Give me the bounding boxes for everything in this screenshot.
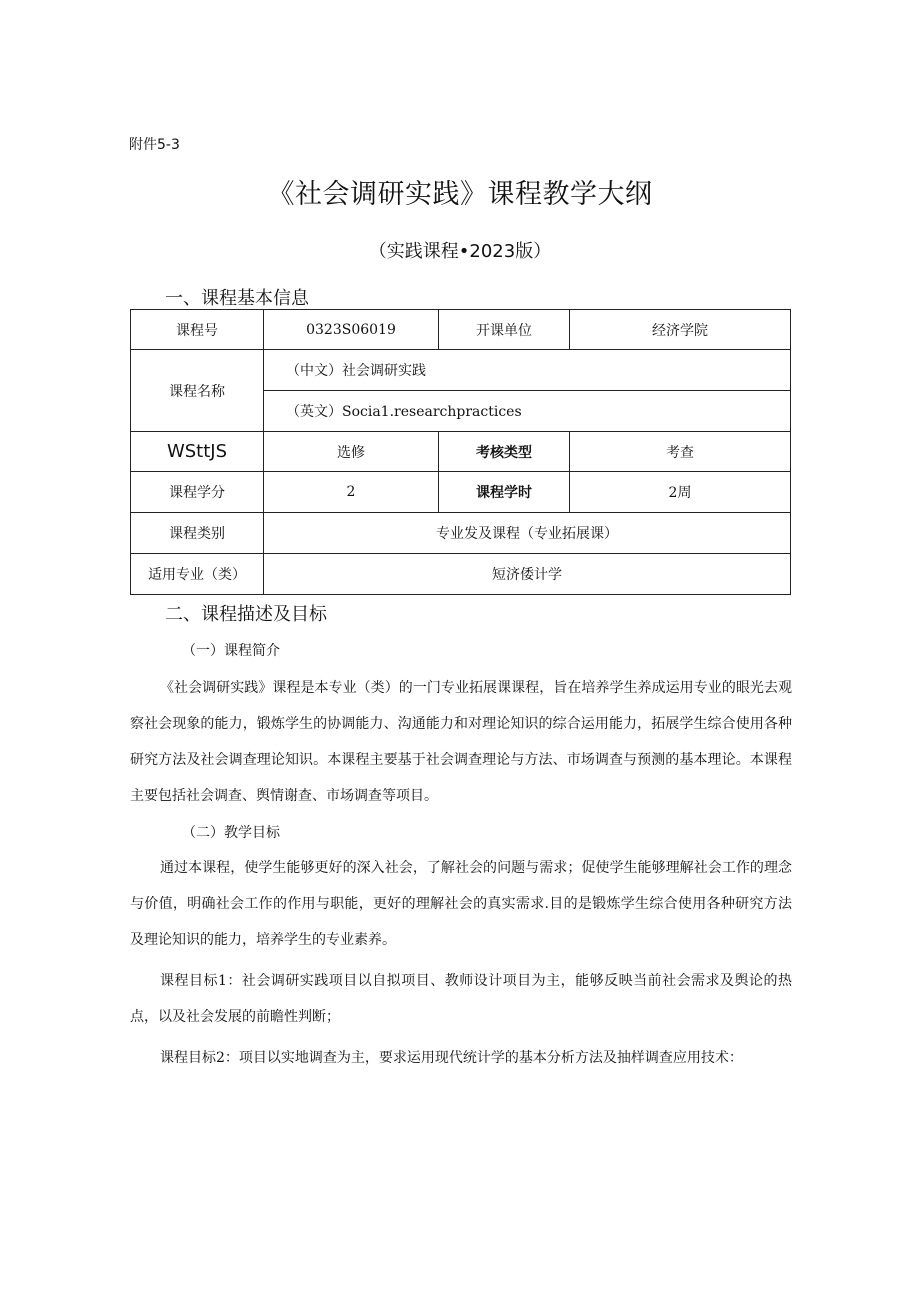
goal-heading: （二）教学目标 bbox=[182, 825, 280, 841]
goal-paragraph: 通过本课程，使学生能够更好的深入社会，了解社会的问题与需求；促使学生能够理解社会工作的理念与价值，明确社会工作的作用与职能，更好的理解社会的真实需求.目的是锻炼学生综合使用各种研究方法及理论知识的能力，培养学生的专业素养。 bbox=[130, 860, 792, 948]
hours-label: 课程学时 bbox=[439, 472, 570, 513]
document-subtitle: （实践课程•2023版） bbox=[368, 241, 552, 262]
course-name-en: （英文）Socia1.researchpractices bbox=[264, 391, 791, 432]
credits-value: 2 bbox=[264, 472, 439, 513]
assessment-type-label: 考核类型 bbox=[439, 432, 570, 472]
table-row bbox=[131, 554, 791, 595]
course-number-label: 课程号 bbox=[131, 310, 264, 350]
table-row bbox=[131, 310, 791, 350]
intro-heading: （一）课程简介 bbox=[182, 643, 280, 659]
course-name-cn: （中文）社会调研实践 bbox=[264, 350, 791, 391]
course-number-value: 0323S06019 bbox=[264, 310, 439, 350]
intro-paragraph: 《社会调研实践》课程是本专业（类）的一门专业拓展课课程，旨在培养学生养成运用专业的眼光去观察社会现象的能力，锻炼学生的协调能力、沟通能力和对理论知识的综合运用能力，拓展学生综合使用各种研究方法及社会调查理论知识。本课程主要基于社会调查理论与方法、市场调查与预测的基本理论。本课程主要包括社会调查、舆情谢查、市场调查等项目。 bbox=[130, 680, 792, 804]
applicable-major-value: 短济倭计学 bbox=[264, 554, 791, 595]
course-name-label: 课程名称 bbox=[131, 350, 264, 432]
attachment-label: 附件5-3 bbox=[129, 137, 180, 153]
goal-1-paragraph: 课程目标1：社会调研实践项目以自拟项目、教师设计项目为主，能够反映当前社会需求及舆论的热点，以及社会发展的前瞻性判断； bbox=[130, 973, 792, 1025]
assessment-type-value: 考查 bbox=[570, 432, 791, 472]
section-heading-basic-info: 一、课程基本信息 bbox=[165, 288, 309, 309]
applicable-major-label: 适用专业（类） bbox=[131, 554, 264, 595]
table-row bbox=[131, 472, 791, 513]
hours-value: 2周 bbox=[570, 472, 791, 513]
table-row bbox=[131, 513, 791, 554]
course-info-table bbox=[130, 309, 791, 595]
course-nature-label: WSttJS bbox=[131, 432, 264, 472]
offering-unit-value: 经济学院 bbox=[570, 310, 791, 350]
table-row bbox=[131, 432, 791, 472]
course-category-label: 课程类别 bbox=[131, 513, 264, 554]
goal-2-paragraph: 课程目标2：项目以实地调查为主，要求运用现代统计学的基本分析方法及抽样调查应用技术： bbox=[160, 1050, 743, 1066]
document-title: 《社会调研实践》课程教学大纲 bbox=[267, 179, 653, 210]
course-category-value: 专业发及课程（专业拓展课） bbox=[264, 513, 791, 554]
credits-label: 课程学分 bbox=[131, 472, 264, 513]
table-row bbox=[131, 350, 791, 391]
section-heading-description: 二、课程描述及目标 bbox=[165, 604, 327, 625]
course-nature-value: 选修 bbox=[264, 432, 439, 472]
offering-unit-label: 开课单位 bbox=[439, 310, 570, 350]
